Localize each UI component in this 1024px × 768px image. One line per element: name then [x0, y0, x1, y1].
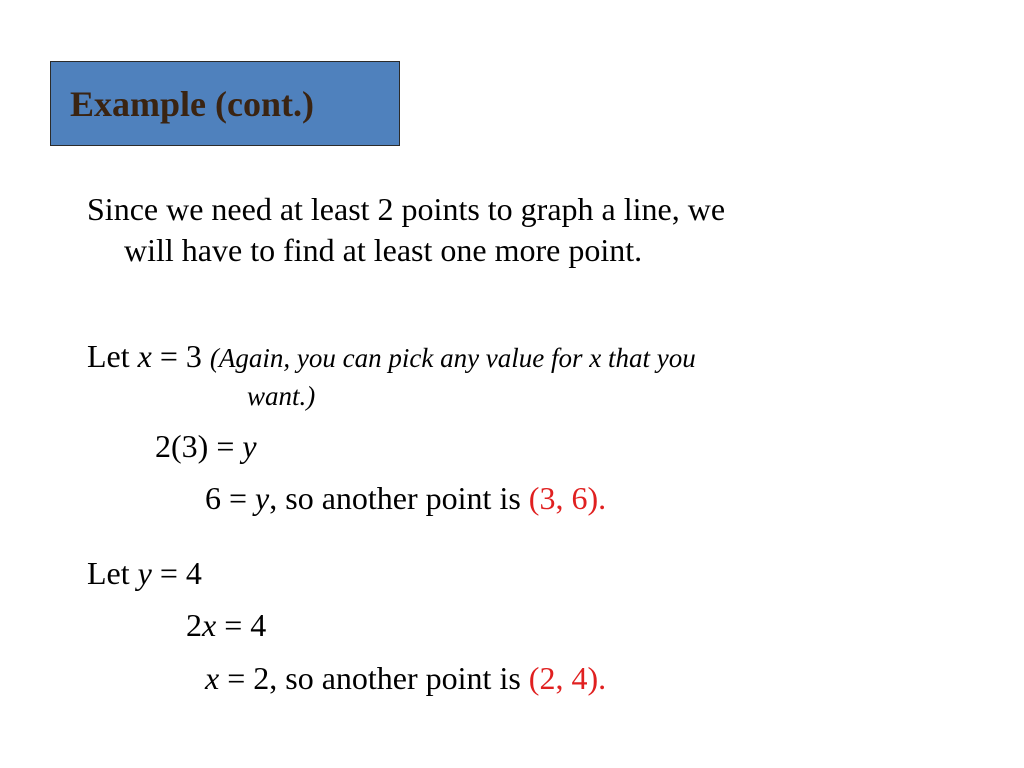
intro-line-1: Since we need at least 2 points to graph a line, we — [87, 191, 726, 227]
step1-calc-lhs: 2(3) = — [155, 428, 243, 464]
step2-point: (2, 4). — [528, 660, 607, 696]
step1-res-text: , so another point is — [269, 480, 529, 516]
step1-let-line — [87, 336, 696, 378]
step2-eq: = 4 — [151, 555, 202, 591]
step2-res-text: = 2, so another point is — [219, 660, 529, 696]
title-box — [50, 61, 400, 146]
step2-let-line — [87, 553, 202, 593]
step2-calc-eq: = 4 — [216, 607, 267, 643]
step1-var: x — [137, 338, 152, 374]
step2-result — [205, 658, 606, 698]
step2-let: Let — [87, 555, 138, 591]
step2-var: y — [137, 555, 152, 591]
step1-res-var: y — [255, 480, 270, 516]
step1-let: Let — [87, 338, 138, 374]
step1-res-num: 6 = — [205, 480, 256, 516]
step1-note-1: (Again, you can pick any value for x that you — [209, 343, 696, 373]
step1-calc — [155, 426, 257, 466]
step2-calc-num: 2 — [186, 607, 202, 643]
step2-calc-var: x — [202, 607, 217, 643]
step1-calc-var: y — [242, 428, 257, 464]
step2-calc — [186, 605, 266, 645]
step1-note-2: want.) — [247, 381, 316, 411]
intro-line-2: will have to find at least one more point. — [124, 232, 643, 268]
slide-title: Example (cont.) — [70, 84, 314, 124]
step1-result — [205, 478, 606, 518]
step1-point: (3, 6). — [528, 480, 607, 516]
step2-res-var: x — [205, 660, 220, 696]
step1-eq: = 3 — [151, 338, 210, 374]
